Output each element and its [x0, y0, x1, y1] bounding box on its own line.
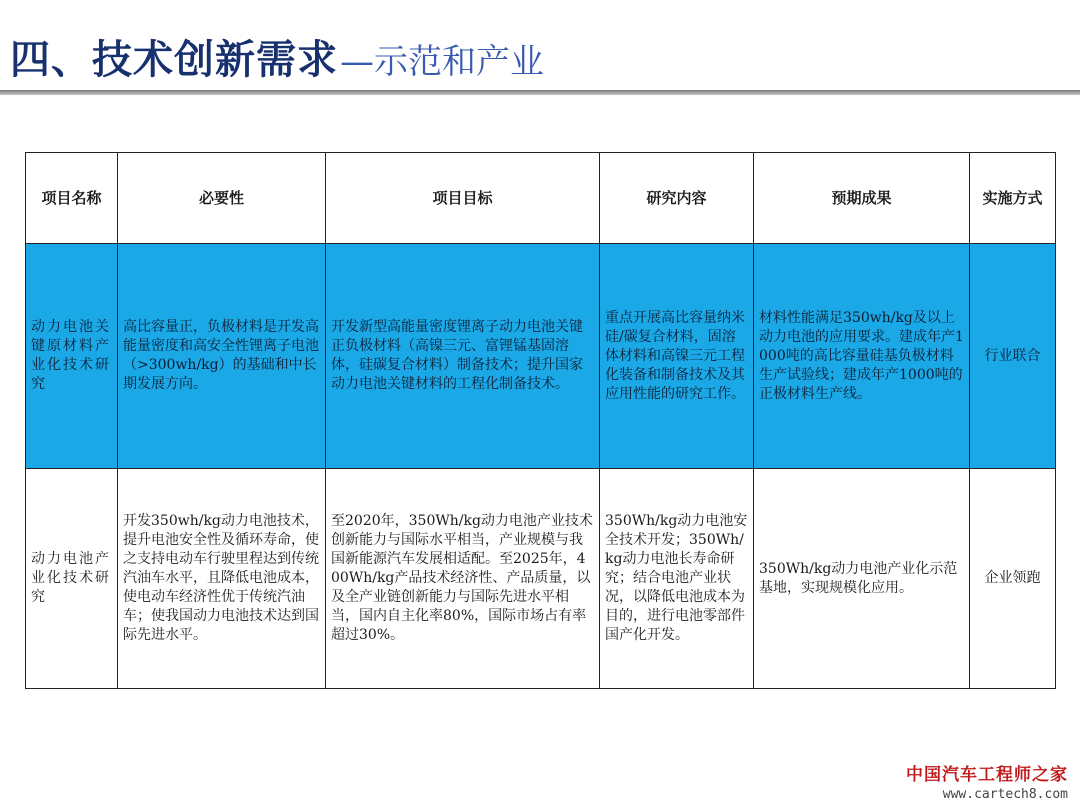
- watermark-name: 中国汽车工程师之家: [906, 765, 1068, 785]
- title-divider: [0, 90, 1080, 95]
- header-implementation: 实施方式: [970, 153, 1056, 244]
- header-project-goal: 项目目标: [326, 153, 600, 244]
- cell-research-content: 重点开展高比容量纳米硅/碳复合材料，固溶体材料和高镍三元工程化装备和制备技术及其应用性能的研究工作。: [600, 244, 754, 469]
- cell-project-name: 动力电池产业化技术研究: [26, 469, 118, 689]
- slide-title-main: 四、技术创新需求: [10, 37, 338, 83]
- cell-necessity: 开发350wh/kg动力电池技术，提升电池安全性及循环寿命，使之支持电动车行驶里程达到传统汽油车水平，且降低电池成本，使电动车经济性优于传统汽油车；使我国动力电池技术达到国际先进水平。: [118, 469, 326, 689]
- cell-necessity: 高比容量正，负极材料是开发高能量密度和高安全性锂离子电池（>300wh/kg）的基础和中长期发展方向。: [118, 244, 326, 469]
- header-project-name: 项目名称: [26, 153, 118, 244]
- watermark-url: www.cartech8.com: [942, 787, 1068, 802]
- cell-project-name: 动力电池关键原材料产业化技术研究: [26, 244, 118, 469]
- cell-implementation: 企业领跑: [970, 469, 1056, 689]
- header-necessity: 必要性: [118, 153, 326, 244]
- cell-research-content: 350Wh/kg动力电池安全技术开发；350Wh/kg动力电池长寿命研究；结合电池产业状况，以降低电池成本为目的，进行电池零部件国产化开发。: [600, 469, 754, 689]
- table-row: [26, 244, 1056, 469]
- slide-title: [10, 28, 544, 88]
- cell-implementation: 行业联合: [970, 244, 1056, 469]
- requirements-table: [25, 152, 1056, 689]
- cell-project-goal: 开发新型高能量密度锂离子动力电池关键正负极材料（高镍三元、富锂锰基固溶体，硅碳复合材料）制备技术；提升国家动力电池关键材料的工程化制备技术。: [326, 244, 600, 469]
- cell-expected-results: 350Wh/kg动力电池产业化示范基地，实现规模化应用。: [754, 469, 970, 689]
- header-research-content: 研究内容: [600, 153, 754, 244]
- site-watermark: [906, 760, 1068, 802]
- cell-project-goal: 至2020年，350Wh/kg动力电池产业技术创新能力与国际水平相当，产业规模与我国新能源汽车发展相适配。至2025年，400Wh/kg产品技术经济性、产品质量，以及全产业链创新能力与国际先进水平相当，国内自主化率80%，国际市场占有率超过30%。: [326, 469, 600, 689]
- slide-title-sub: —示范和产业: [340, 42, 544, 82]
- table-row: [26, 469, 1056, 689]
- header-expected-results: 预期成果: [754, 153, 970, 244]
- table-header-row: [26, 153, 1056, 244]
- cell-expected-results: 材料性能满足350wh/kg及以上动力电池的应用要求。建成年产1000吨的高比容量硅基负极材料生产试验线；建成年产1000吨的正极材料生产线。: [754, 244, 970, 469]
